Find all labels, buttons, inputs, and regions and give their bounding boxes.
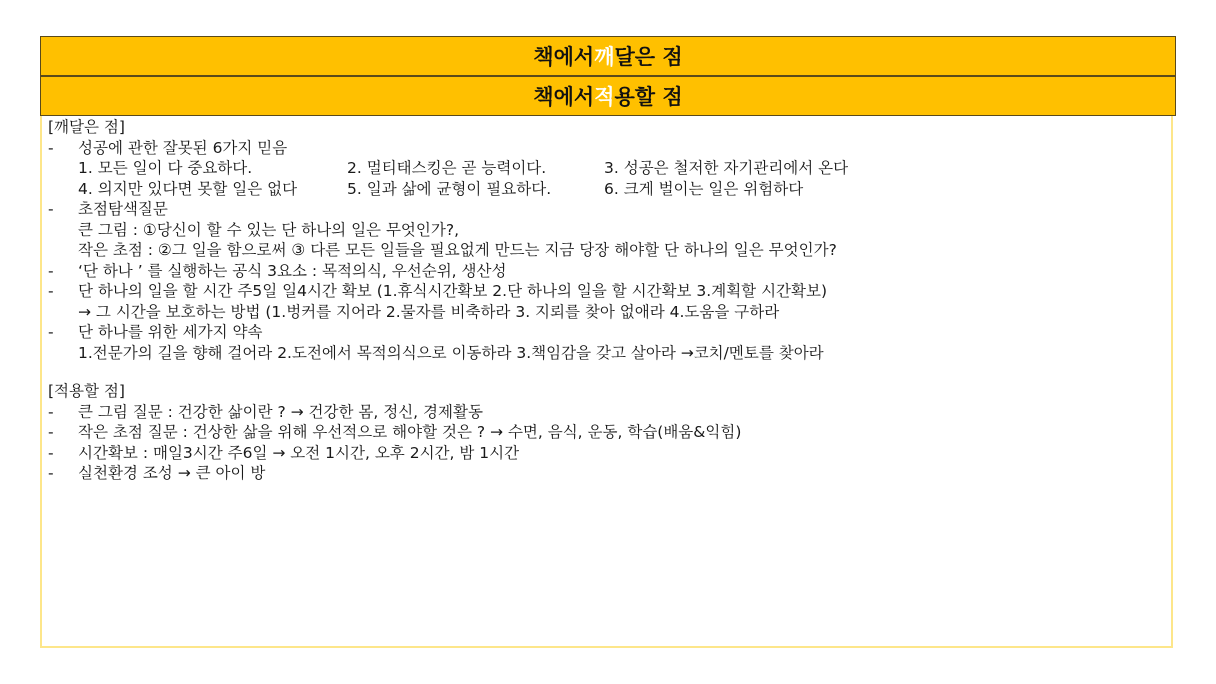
myth-item: 3. 성공은 철저한 자기관리에서 온다: [604, 159, 849, 177]
myth-item: 4. 의지만 있다면 못할 일은 없다: [78, 179, 298, 198]
title-highlight: 적: [594, 85, 615, 109]
apply-item-environment: - 실천환경 조성 → 큰 아이 방: [48, 463, 1168, 484]
title-part: 책에서: [533, 45, 595, 69]
bullet-time-block: - 단 하나의 일을 할 시간 주5일 일4시간 확보 (1.휴식시간확보 2.단 하나의 일을 할 시간확보 3.계획할 시간확보): [48, 281, 1168, 302]
title-banner-realized: [40, 36, 1176, 76]
title-part: 달은 점: [614, 45, 683, 69]
title-highlight: 깨: [594, 45, 615, 69]
apply-item-big-picture: - 큰 그림 질문 : 건강한 삶이란 ? → 건강한 몸, 정신, 경제활동: [48, 402, 1168, 423]
apply-item-small-focus: - 작은 초점 질문 : 건상한 삶을 위해 우선적으로 해야할 것은 ? → 수면, 음식, 운동, 학습(배움&익힘): [48, 422, 1168, 443]
myths-row-1: [48, 158, 1168, 179]
time-protection: → 그 시간을 보호하는 방법 (1.벙커를 지어라 2.물자를 비축하라 3. 지뢰를 찾아 없애라 4.도움을 구하라: [78, 302, 780, 321]
focus-small-focus: 작은 초점 : ②그 일을 함으로써 ③ 다른 모든 일들을 필요없게 만드는 지금 당장 해야할 단 하나의 일은 무엇인가?: [78, 241, 837, 259]
focus-big-picture: 큰 그림 : ①당신이 할 수 있는 단 하나의 일은 무엇인가?,: [78, 220, 460, 239]
myth-item: 6. 크게 벌이는 일은 위험하다: [604, 179, 804, 198]
bullet-formula: - ‘단 하나 ’ 를 실행하는 공식 3요소 : 목적의식, 우선순위, 생산성: [48, 261, 1168, 282]
myth-item: 2. 멀티태스킹은 곧 능력이다.: [347, 159, 547, 177]
section-heading-apply: [적용할 점]: [48, 382, 125, 400]
apply-item-time: - 시간확보 : 매일3시간 주6일 → 오전 1시간, 오후 2시간, 밤 1시간: [48, 443, 1168, 464]
bullet-focus-questions: - 초점탐색질문: [48, 199, 1168, 220]
myths-row-2: [48, 179, 1168, 200]
myth-item: 5. 일과 삶에 균형이 필요하다.: [347, 179, 552, 198]
bullet-myths: - 성공에 관한 잘못된 6가지 믿음: [48, 138, 1168, 159]
myth-item: 1. 모든 일이 다 중요하다.: [78, 159, 253, 177]
promises-detail: 1.전문가의 길을 향해 걸어라 2.도전에서 목적의식으로 이동하라 3.책임감을 갖고 살아라 →코치/멘토를 찾아라: [78, 343, 824, 362]
title-part: 용할 점: [614, 85, 683, 109]
notes-body: [48, 117, 1168, 484]
title-part: 책에서: [533, 85, 595, 109]
title-banner-apply: [40, 76, 1176, 116]
section-heading-realized: [깨달은 점]: [48, 118, 125, 136]
section-gap: [48, 363, 1168, 381]
bullet-promises: - 단 하나를 위한 세가지 약속: [48, 322, 1168, 343]
